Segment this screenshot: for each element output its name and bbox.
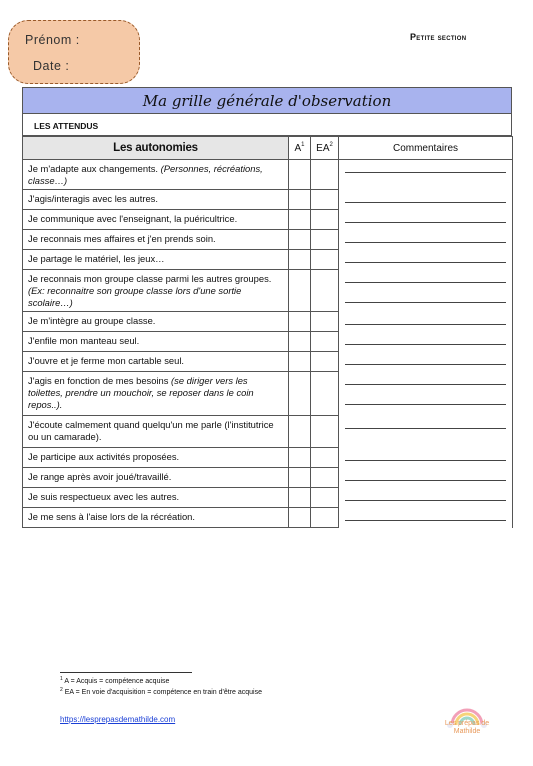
row-item [23,488,289,508]
table-row [23,468,513,488]
row-item [23,508,289,528]
comment-line [345,500,506,501]
checkbox-cell-a[interactable] [289,416,311,448]
checkbox-cell-a[interactable] [289,508,311,528]
footnote-1-text: A = Acquis = compétence acquise [64,678,170,686]
section-label: Petite section [410,32,467,42]
comment-line [345,364,506,365]
checkbox-cell-ea[interactable] [311,230,339,250]
row-item [23,270,289,312]
row-item [23,230,289,250]
table-row [23,416,513,448]
table-row [23,250,513,270]
footnote-2-text: EA = En voie d'acquisition = compétence en train d'être acquise [64,689,262,697]
comment-line [345,344,506,345]
comment-line [345,222,506,223]
row-item [23,468,289,488]
row-item [23,160,289,190]
checkbox-cell-ea[interactable] [311,416,339,448]
checkbox-cell-ea[interactable] [311,468,339,488]
comment-cell[interactable] [339,488,513,508]
table-row [23,352,513,372]
comment-cell[interactable] [339,416,513,448]
comment-cell[interactable] [339,190,513,210]
checkbox-cell-ea[interactable] [311,448,339,468]
checkbox-cell-a[interactable] [289,230,311,250]
table-row [23,270,513,312]
row-item [23,210,289,230]
checkbox-cell-a[interactable] [289,270,311,312]
table-row [23,332,513,352]
col-a-sup: 1 [301,142,305,149]
row-text: J'agis/interagis avec les autres. [28,193,158,204]
table-row [23,190,513,210]
row-text: Je m'adapte aux changements. [28,163,158,174]
comment-cell[interactable] [339,508,513,528]
checkbox-cell-a[interactable] [289,372,311,416]
checkbox-cell-a[interactable] [289,160,311,190]
comment-line [345,202,506,203]
row-item [23,448,289,468]
col-header-comments: Commentaires [339,137,513,160]
comment-line [345,324,506,325]
checkbox-cell-a[interactable] [289,190,311,210]
comment-line [345,520,506,521]
row-text: J'ouvre et je ferme mon cartable seul. [28,355,185,366]
comment-line [345,480,506,481]
comment-line [345,302,506,303]
col-ea-label: EA [316,142,330,154]
checkbox-cell-ea[interactable] [311,332,339,352]
comment-cell[interactable] [339,210,513,230]
comment-line [345,242,506,243]
checkbox-cell-ea[interactable] [311,250,339,270]
row-text: J'enfile mon manteau seul. [28,335,140,346]
checkbox-cell-ea[interactable] [311,270,339,312]
prenom-label: Prénom : [25,33,80,47]
row-item [23,332,289,352]
comment-cell[interactable] [339,312,513,332]
website-link[interactable]: https://lesprepasdemathilde.com [60,715,176,724]
checkbox-cell-ea[interactable] [311,372,339,416]
comment-cell[interactable] [339,468,513,488]
row-item [23,372,289,416]
comment-line [345,384,506,385]
checkbox-cell-a[interactable] [289,332,311,352]
comment-cell[interactable] [339,332,513,352]
col-header-a [289,137,311,160]
row-text: J'écoute calmement quand quelqu'un me parle (l'institutrice ou un camarade). [28,419,274,442]
comment-line [345,404,506,405]
row-text: Je reconnais mes affaires et j'en prends soin. [28,233,216,244]
table-row [23,508,513,528]
row-note: (Ex: reconnaitre son groupe classe lors d'une sortie scolaire…) [28,285,242,308]
checkbox-cell-a[interactable] [289,250,311,270]
observation-table [22,136,513,528]
checkbox-cell-a[interactable] [289,468,311,488]
comment-cell[interactable] [339,270,513,312]
attendus-label: LES ATTENDUS [22,114,512,136]
row-note: (Personnes, récréations, classe…) [28,163,263,186]
col-header-items: Les autonomies [23,137,289,160]
table-row [23,210,513,230]
comment-line [345,172,506,173]
footnote-rule [60,672,192,673]
comment-line [345,428,506,429]
table-row [23,230,513,250]
footnote-2 [60,687,262,696]
row-item [23,352,289,372]
name-date-box [8,20,140,84]
col-ea-sup: 2 [329,142,333,149]
logo-text: Les prépas de Mathilde [444,720,490,735]
page-title: Ma grille générale d'observation [22,87,512,114]
row-text: Je communique avec l'enseignant, la puéricultrice. [28,213,238,224]
table-row [23,488,513,508]
comment-line [345,262,506,263]
row-text: Je m'intègre au groupe classe. [28,315,156,326]
table-row [23,160,513,190]
comment-line [345,460,506,461]
comment-cell[interactable] [339,448,513,468]
date-label: Date : [33,59,70,73]
checkbox-cell-a[interactable] [289,312,311,332]
checkbox-cell-a[interactable] [289,448,311,468]
table-row [23,372,513,416]
row-text: Je reconnais mon groupe classe parmi les autres groupes. [28,273,272,284]
table-row [23,448,513,468]
row-text: J'agis en fonction de mes besoins [28,375,169,386]
checkbox-cell-a[interactable] [289,210,311,230]
checkbox-cell-ea[interactable] [311,488,339,508]
comment-cell[interactable] [339,372,513,416]
comment-line [345,282,506,283]
checkbox-cell-ea[interactable] [311,160,339,190]
row-text: Je partage le matériel, les jeux… [28,253,165,264]
footnote-2-num: 2 [60,687,63,693]
col-a-label: A [294,142,302,154]
comment-cell[interactable] [339,250,513,270]
checkbox-cell-a[interactable] [289,488,311,508]
checkbox-cell-ea[interactable] [311,190,339,210]
row-item [23,250,289,270]
row-item [23,190,289,210]
row-item [23,312,289,332]
table-row [23,312,513,332]
checkbox-cell-ea[interactable] [311,352,339,372]
footnote-1-num: 1 [60,676,63,682]
footnote-1 [60,676,169,685]
table-header-row [23,137,513,160]
row-text: Je me sens à l'aise lors de la récréation. [28,511,195,522]
checkbox-cell-a[interactable] [289,352,311,372]
comment-cell[interactable] [339,230,513,250]
row-text: Je range après avoir joué/travaillé. [28,471,172,482]
checkbox-cell-ea[interactable] [311,508,339,528]
checkbox-cell-ea[interactable] [311,210,339,230]
col-header-ea [311,137,339,160]
row-note: (se diriger vers les toilettes, prendre un mouchoir, se reposer dans le coin repos..). [28,375,254,410]
comment-cell[interactable] [339,352,513,372]
row-text: Je suis respectueux avec les autres. [28,491,180,502]
checkbox-cell-ea[interactable] [311,312,339,332]
row-item [23,416,289,448]
comment-cell[interactable] [339,160,513,190]
row-text: Je participe aux activités proposées. [28,451,180,462]
